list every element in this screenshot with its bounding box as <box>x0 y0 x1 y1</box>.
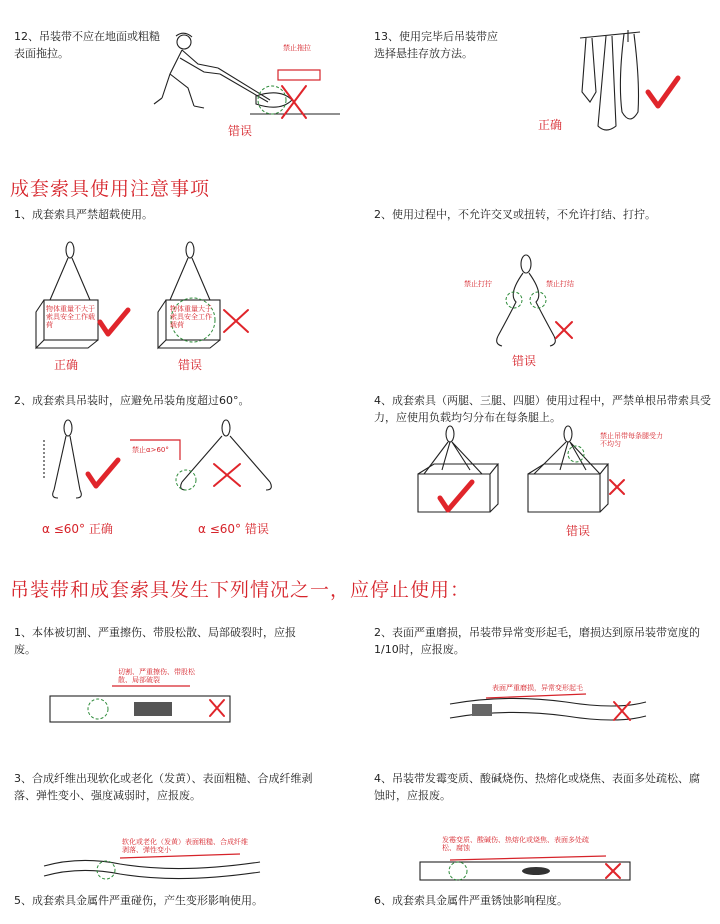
s1-item2-bad: 错误 <box>512 354 537 368</box>
angle-warning: 禁止α>60° <box>132 446 169 454</box>
angle-illustration <box>30 420 270 520</box>
s2-item3-text: 3、合成纤维出现软化或老化（发黄）、表面粗糙、合成纤维剥落、弹性变小、强度减弱时，应报废。 <box>14 772 313 802</box>
s1-item1-bad: 错误 <box>178 358 203 372</box>
no-knot-warning: 禁止打结 <box>546 280 574 288</box>
item13-text: 13、使用完毕后吊装带应选择悬挂存放方法。 <box>374 30 498 60</box>
section2-title: 吊装带和成套索具发生下列情况之一，应停止使用： <box>10 579 471 601</box>
box-label-bad: 物体重量大于索具安全工作载荷 <box>170 305 212 329</box>
s2-item3-note: 软化或老化（发黄）表面粗糙、合成纤维剥落、弹性变小 <box>122 838 248 854</box>
uneven-load-warning: 禁止吊带每条腿受力不均匀 <box>600 432 663 448</box>
s2-item1-note: 切割、严重擦伤、带股松散、局部破裂 <box>118 668 195 684</box>
s2-item4-text: 4、吊装带发霉变质、酸碱烧伤、热熔化或烧焦、表面多处疏松、腐蚀时，应报废。 <box>374 772 700 802</box>
mold-corrosion-illustration <box>420 852 640 886</box>
s1-item1-text: 1、成套索具严禁超载使用。 <box>14 208 153 221</box>
no-drag-warning: 禁止拖拉 <box>283 44 311 52</box>
no-twist-warning: 禁止打拧 <box>464 280 492 288</box>
s2-item2-text: 2、表面严重磨损，吊装带异常变形起毛，磨损达到原吊装带宽度的1/10时，应报废。 <box>374 626 700 656</box>
s1-item3-ok: α ≤60° 正确 <box>42 522 113 536</box>
s1-item4-text: 4、成套索具（两腿、三腿、四腿）使用过程中，严禁单根吊带索具受力，应使用负载均匀分布在每条腿上。 <box>374 394 711 424</box>
item12-verdict: 错误 <box>228 124 253 138</box>
item12-text: 12、吊装带不应在地面或粗糙表面拖拉。 <box>14 30 160 60</box>
overload-illustration <box>30 240 270 350</box>
s1-item1-ok: 正确 <box>54 358 79 372</box>
twist-knot-illustration <box>470 254 600 354</box>
wear-illustration <box>446 690 646 730</box>
item13-verdict: 正确 <box>538 118 563 132</box>
s2-item6-text: 6、成套索具金属件严重锈蚀影响程度。 <box>374 894 568 907</box>
s2-item5-text: 5、成套索具金属件严重碰伤，产生变形影响使用。 <box>14 894 263 907</box>
box-label-ok: 物体重量不大于索具安全工作载荷 <box>46 305 95 329</box>
s1-item2-text: 2、使用过程中，不允许交叉或扭转，不允许打结、打拧。 <box>374 208 656 221</box>
s2-item1-text: 1、本体被切割、严重擦伤、带股松散、局部破裂时，应报废。 <box>14 626 296 656</box>
section1-title: 成套索具使用注意事项 <box>10 178 211 200</box>
s1-item3-text: 2、成套索具吊装时，应避免吊装角度超过60°。 <box>14 394 250 407</box>
s2-item2-note: 表面严重磨损，异常变形起毛 <box>492 684 583 692</box>
s1-item4-bad: 错误 <box>566 524 591 538</box>
s1-item3-bad: α ≤60° 错误 <box>198 522 269 536</box>
cut-damage-illustration <box>50 676 240 736</box>
hanging-storage-illustration <box>560 22 680 142</box>
s2-item4-note: 发霉变质、酸碱伤、热熔化或烧焦、表面多处疏松、腐蚀 <box>442 836 589 852</box>
